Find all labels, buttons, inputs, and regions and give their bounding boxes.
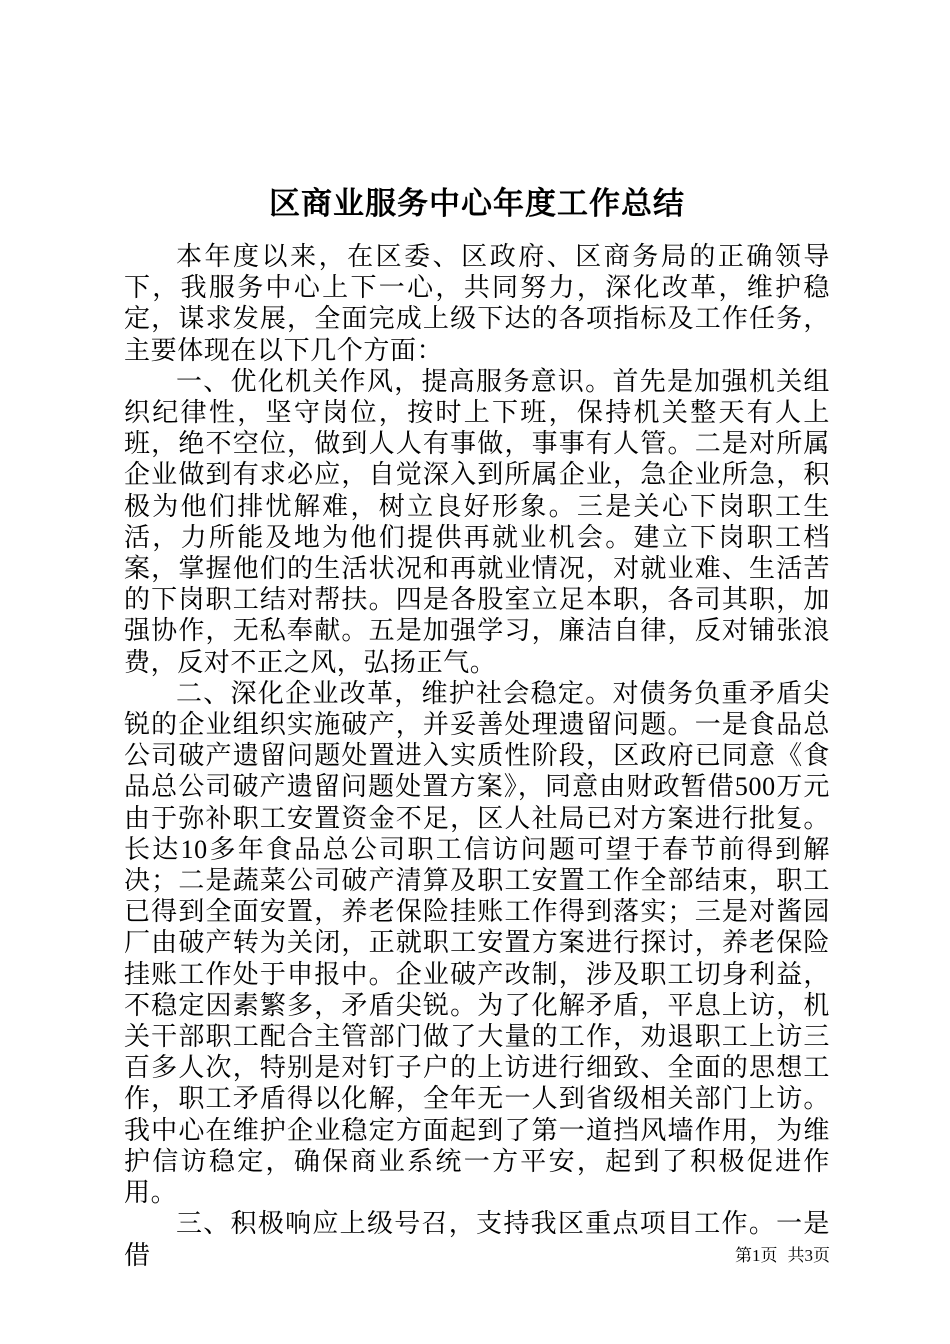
page-footer xyxy=(735,1247,830,1264)
document-title: 区商业服务中心年度工作总结 xyxy=(269,186,685,221)
footer-current-page: 第1页 xyxy=(735,1246,778,1265)
paragraph-section-1: 一、优化机关作风，提高服务意识。首先是加强机关组织纪律性，坚守岗位，按时上下班，保持机关整天有人上班，绝不空位，做到人人有事做，事事有人管。二是对所属企业做到有求必应，自觉深入到所属企业，急企业所急，积极为他们排忧解难，树立良好形象。三是关心下岗职工生活，力所能及地为他们提供再就业机会。建立下岗职工档案，掌握他们的生活状况和再就业情况，对就业难、生活苦的下岗职工结对帮扶。四是各股室立足本职，各司其职，加强协作，无私奉献。五是加强学习，廉洁自律，反对铺张浪费，反对不正之风，弘扬正气。 xyxy=(124,366,830,677)
paragraph-section-3: 三、积极响应上级号召，支持我区重点项目工作。一是借 xyxy=(124,1209,830,1270)
footer-total-pages: 共3页 xyxy=(787,1246,830,1265)
paragraph-section-2: 二、深化企业改革，维护社会稳定。对债务负重矛盾尖锐的企业组织实施破产，并妥善处理遗留问题。一是食品总公司破产遗留问题处置进入实质性阶段，区政府已同意《食品总公司破产遗留问题处置方案》，同意由财政暂借500万元由于弥补职工安置资金不足，区人社局已对方案进行批复。长达10多年食品总公司职工信访问题可望于春节前得到解决；二是蔬菜公司破产清算及职工安置工作全部结束，职工已得到全面安置，养老保险挂账工作得到落实；三是对酱园厂由破产转为关闭，正就职工安置方案进行探讨，养老保险挂账工作处于申报中。企业破产改制，涉及职工切身利益，不稳定因素繁多，矛盾尖锐。为了化解矛盾，平息上访，机关干部职工配合主管部门做了大量的工作，劝退职工上访三百多人次，特别是对钉子户的上访进行细致、全面的思想工作，职工矛盾得以化解，全年无一人到省级相关部门上访。我中心在维护企业稳定方面起到了第一道挡风墙作用，为维护信访稳定，确保商业系统一方平安，起到了积极促进作用。 xyxy=(124,678,830,1208)
document-content xyxy=(124,183,830,1271)
paragraph-intro: 本年度以来，在区委、区政府、区商务局的正确领导下，我服务中心上下一心，共同努力，深化改革，维护稳定，谋求发展，全面完成上级下达的各项指标及工作任务，主要体现在以下几个方面： xyxy=(124,242,830,365)
